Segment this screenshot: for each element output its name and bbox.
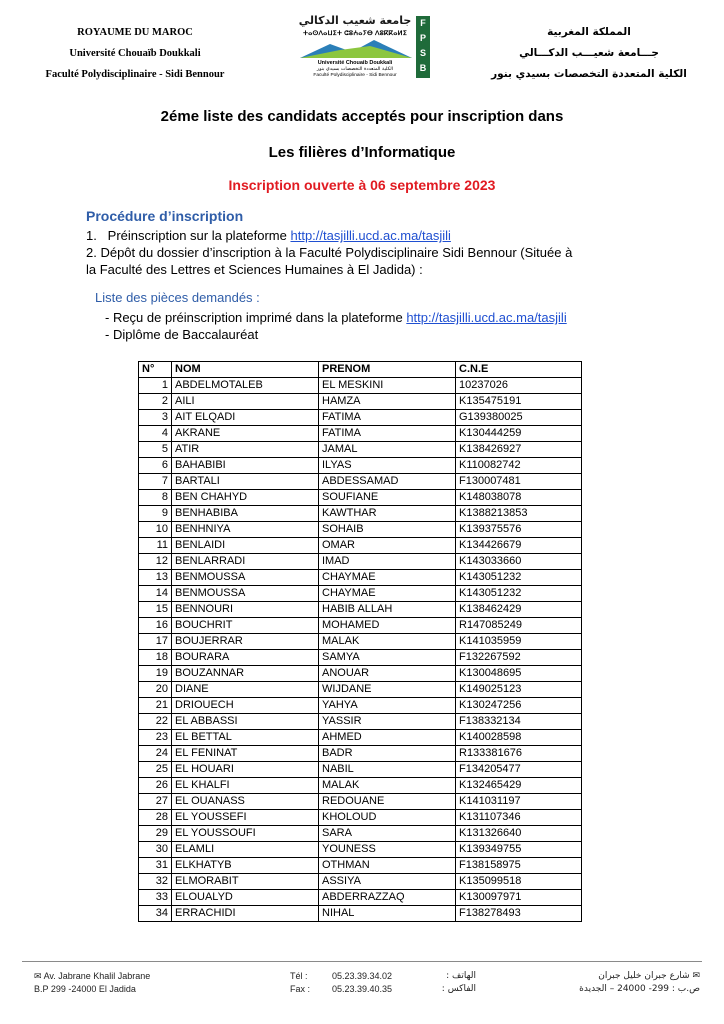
cell-cne: F134205477 xyxy=(456,762,582,778)
cell-number: 15 xyxy=(139,602,172,618)
cell-cne: G139380025 xyxy=(456,410,582,426)
cell-prenom: ABDERRAZZAQ xyxy=(319,890,456,906)
cell-cne: 10237026 xyxy=(456,378,582,394)
cell-number: 24 xyxy=(139,746,172,762)
cell-prenom: JAMAL xyxy=(319,442,456,458)
table-row xyxy=(139,426,582,442)
cell-nom: BENMOUSSA xyxy=(172,570,319,586)
cell-nom: EL YOUSSEFI xyxy=(172,810,319,826)
column-header-number: N° xyxy=(139,362,172,378)
logo-faculty-ar: الكلية المتعددة التخصصات بسيدي بنور xyxy=(316,67,394,72)
logo-university-fr: Université Chouaib Doukkali xyxy=(317,60,393,66)
cell-nom: ELKHATYB xyxy=(172,858,319,874)
cell-number: 1 xyxy=(139,378,172,394)
table-row xyxy=(139,714,582,730)
header-kingdom-ar: المملكة المغربية xyxy=(547,26,631,38)
registration-open-notice: Inscription ouverte à 06 septembre 2023 xyxy=(228,177,496,193)
logo-mountain-icon xyxy=(300,38,412,58)
table-row xyxy=(139,490,582,506)
documents-item-1-text: - Reçu de préinscription imprimé dans la plateforme xyxy=(105,310,407,325)
documents-list-heading: Liste des pièces demandés : xyxy=(95,290,260,305)
cell-nom: BENMOUSSA xyxy=(172,586,319,602)
cell-prenom: KAWTHAR xyxy=(319,506,456,522)
footer-fax-label: Fax : xyxy=(290,984,311,994)
university-logo xyxy=(296,14,436,80)
logo-faculty-fr: Faculté Polydisciplinaire - Sidi Bennour xyxy=(313,73,397,78)
cell-prenom: IMAD xyxy=(319,554,456,570)
cell-nom: EL HOUARI xyxy=(172,762,319,778)
logo-acronym-badge xyxy=(416,16,430,78)
cell-cne: K131326640 xyxy=(456,826,582,842)
cell-cne: K135099518 xyxy=(456,874,582,890)
procedure-step-2 xyxy=(86,244,572,278)
cell-nom: BENNOURI xyxy=(172,602,319,618)
table-row xyxy=(139,762,582,778)
cell-cne: K139375576 xyxy=(456,522,582,538)
cell-number: 2 xyxy=(139,394,172,410)
cell-nom: EL YOUSSOUFI xyxy=(172,826,319,842)
table-row xyxy=(139,650,582,666)
table-row xyxy=(139,810,582,826)
procedure-step-2-line-1: 2. Dépôt du dossier d’inscription à la Faculté Polydisciplinaire Sidi Bennour (Située à xyxy=(86,245,573,260)
footer-address-ar xyxy=(520,970,700,996)
cell-number: 19 xyxy=(139,666,172,682)
cell-prenom: NABIL xyxy=(319,762,456,778)
cell-prenom: OMAR xyxy=(319,538,456,554)
cell-nom: DRIOUECH xyxy=(172,698,319,714)
cell-number: 27 xyxy=(139,794,172,810)
cell-nom: ELOUALYD xyxy=(172,890,319,906)
cell-prenom: ASSIYA xyxy=(319,874,456,890)
procedure-step-1 xyxy=(86,227,451,244)
cell-cne: K149025123 xyxy=(456,682,582,698)
table-row xyxy=(139,682,582,698)
cell-prenom: YOUNESS xyxy=(319,842,456,858)
column-header-nom: NOM xyxy=(172,362,319,378)
cell-number: 17 xyxy=(139,634,172,650)
cell-nom: ELAMLI xyxy=(172,842,319,858)
cell-prenom: HAMZA xyxy=(319,394,456,410)
cell-prenom: FATIMA xyxy=(319,410,456,426)
footer-phone-block xyxy=(290,970,392,996)
cell-number: 10 xyxy=(139,522,172,538)
cell-cne: K110082742 xyxy=(456,458,582,474)
cell-nom: EL KHALFI xyxy=(172,778,319,794)
table-row xyxy=(139,794,582,810)
header-kingdom-fr: ROYAUME DU MAROC xyxy=(77,27,193,38)
header-right xyxy=(474,22,704,85)
cell-cne: K130444259 xyxy=(456,426,582,442)
table-row xyxy=(139,890,582,906)
cell-number: 16 xyxy=(139,618,172,634)
cell-prenom: SAMYA xyxy=(319,650,456,666)
header-faculty-fr: Faculté Polydisciplinaire - Sidi Bennour xyxy=(45,69,225,80)
cell-number: 8 xyxy=(139,490,172,506)
cell-prenom: AHMED xyxy=(319,730,456,746)
table-row xyxy=(139,538,582,554)
table-row xyxy=(139,474,582,490)
cell-cne: K134426679 xyxy=(456,538,582,554)
table-header-row xyxy=(139,362,582,378)
logo-acronym-letter: F xyxy=(420,18,426,28)
cell-number: 3 xyxy=(139,410,172,426)
table-row xyxy=(139,442,582,458)
cell-number: 30 xyxy=(139,842,172,858)
table-row xyxy=(139,874,582,890)
cell-number: 21 xyxy=(139,698,172,714)
procedure-step-1-text: 1. Préinscription sur la plateforme xyxy=(86,228,291,243)
envelope-icon: ✉ xyxy=(34,971,42,981)
cell-number: 34 xyxy=(139,906,172,922)
cell-nom: DIANE xyxy=(172,682,319,698)
table-row xyxy=(139,410,582,426)
tasjili-link[interactable]: http://tasjilli.ucd.ac.ma/tasjili xyxy=(290,228,451,243)
cell-prenom: OTHMAN xyxy=(319,858,456,874)
cell-nom: BENLARRADI xyxy=(172,554,319,570)
logo-acronym-letter: S xyxy=(419,48,426,58)
footer-divider xyxy=(22,961,702,962)
cell-cne: K143051232 xyxy=(456,570,582,586)
cell-cne: K143033660 xyxy=(456,554,582,570)
cell-prenom: ABDESSAMAD xyxy=(319,474,456,490)
table-row xyxy=(139,570,582,586)
cell-nom: AKRANE xyxy=(172,426,319,442)
cell-cne: K130097971 xyxy=(456,890,582,906)
cell-nom: BEN CHAHYD xyxy=(172,490,319,506)
procedure-heading: Procédure d’inscription xyxy=(86,208,244,224)
cell-number: 29 xyxy=(139,826,172,842)
header-left xyxy=(20,22,250,85)
column-header-prenom: PRENOM xyxy=(319,362,456,378)
cell-nom: BOUCHRIT xyxy=(172,618,319,634)
cell-number: 32 xyxy=(139,874,172,890)
cell-prenom: YASSIR xyxy=(319,714,456,730)
document-title: 2éme liste des candidats acceptés pour inscription dans xyxy=(160,108,564,125)
header-university-ar: جـــامعة شعيـــب الدكـــالي xyxy=(519,47,659,59)
logo-acronym-letter: B xyxy=(419,63,427,73)
cell-nom: BENHNIYA xyxy=(172,522,319,538)
cell-cne: K138426927 xyxy=(456,442,582,458)
cell-number: 11 xyxy=(139,538,172,554)
cell-nom: AIT ELQADI xyxy=(172,410,319,426)
header-university-fr: Université Chouaïb Doukkali xyxy=(69,48,201,59)
logo-acronym-letter: P xyxy=(419,33,426,43)
table-row xyxy=(139,458,582,474)
cell-prenom: MALAK xyxy=(319,778,456,794)
footer-fax-value: 05.23.39.40.35 xyxy=(332,984,393,994)
footer-tel-value: 05.23.39.34.02 xyxy=(332,971,393,981)
table-row xyxy=(139,778,582,794)
cell-cne: K1388213853 xyxy=(456,506,582,522)
table-row xyxy=(139,522,582,538)
cell-cne: F132267592 xyxy=(456,650,582,666)
cell-nom: BENLAIDI xyxy=(172,538,319,554)
cell-prenom: BADR xyxy=(319,746,456,762)
cell-prenom: MOHAMED xyxy=(319,618,456,634)
cell-cne: F130007481 xyxy=(456,474,582,490)
cell-cne: F138332134 xyxy=(456,714,582,730)
column-header-cne: C.N.E xyxy=(456,362,582,378)
cell-cne: K143051232 xyxy=(456,586,582,602)
cell-number: 7 xyxy=(139,474,172,490)
cell-number: 18 xyxy=(139,650,172,666)
table-row xyxy=(139,666,582,682)
tasjili-link-2[interactable]: http://tasjilli.ucd.ac.ma/tasjili xyxy=(406,310,567,325)
cell-number: 28 xyxy=(139,810,172,826)
table-row xyxy=(139,698,582,714)
table-row xyxy=(139,602,582,618)
cell-nom: EL BETTAL xyxy=(172,730,319,746)
table-body xyxy=(139,378,582,922)
cell-prenom: SOUFIANE xyxy=(319,490,456,506)
table-row xyxy=(139,730,582,746)
cell-nom: BAHABIBI xyxy=(172,458,319,474)
table-row xyxy=(139,506,582,522)
cell-nom: BARTALI xyxy=(172,474,319,490)
cell-nom: BOUZANNAR xyxy=(172,666,319,682)
table-row xyxy=(139,842,582,858)
cell-number: 31 xyxy=(139,858,172,874)
cell-prenom: ANOUAR xyxy=(319,666,456,682)
cell-nom: BOUJERRAR xyxy=(172,634,319,650)
cell-prenom: HABIB ALLAH xyxy=(319,602,456,618)
document-subtitle: Les filières d’Informatique xyxy=(268,144,456,161)
procedure-step-2-line-2: la Faculté des Lettres et Sciences Humaines à El Jadida) : xyxy=(86,262,423,277)
cell-prenom: ILYAS xyxy=(319,458,456,474)
footer-bp-fr: B.P 299 -24000 El Jadida xyxy=(34,984,136,994)
cell-nom: EL FENINAT xyxy=(172,746,319,762)
cell-number: 13 xyxy=(139,570,172,586)
cell-number: 12 xyxy=(139,554,172,570)
cell-prenom: WIJDANE xyxy=(319,682,456,698)
cell-number: 4 xyxy=(139,426,172,442)
footer-tel-label: Tél : xyxy=(290,971,308,981)
cell-cne: F138158975 xyxy=(456,858,582,874)
cell-nom: ABDELMOTALEB xyxy=(172,378,319,394)
cell-number: 33 xyxy=(139,890,172,906)
table-row xyxy=(139,554,582,570)
cell-prenom: CHAYMAE xyxy=(319,570,456,586)
cell-cne: F138278493 xyxy=(456,906,582,922)
cell-nom: BENHABIBA xyxy=(172,506,319,522)
documents-item-1 xyxy=(105,309,567,326)
table-row xyxy=(139,906,582,922)
footer-labels-ar xyxy=(426,970,476,996)
cell-cne: K148038078 xyxy=(456,490,582,506)
cell-prenom: CHAYMAE xyxy=(319,586,456,602)
cell-cne: K135475191 xyxy=(456,394,582,410)
cell-nom: ELMORABIT xyxy=(172,874,319,890)
cell-cne: K138462429 xyxy=(456,602,582,618)
table-row xyxy=(139,394,582,410)
cell-cne: K130048695 xyxy=(456,666,582,682)
cell-prenom: MALAK xyxy=(319,634,456,650)
table-row xyxy=(139,858,582,874)
cell-cne: R147085249 xyxy=(456,618,582,634)
header-faculty-ar: الكلية المتعددة التخصصات بسيدي بنور xyxy=(491,68,687,80)
cell-number: 5 xyxy=(139,442,172,458)
cell-nom: ERRACHIDI xyxy=(172,906,319,922)
cell-prenom: FATIMA xyxy=(319,426,456,442)
cell-number: 23 xyxy=(139,730,172,746)
cell-cne: K139349755 xyxy=(456,842,582,858)
cell-cne: K132465429 xyxy=(456,778,582,794)
footer-tel-label-ar: الهاتف : xyxy=(446,971,476,981)
table-row xyxy=(139,618,582,634)
cell-prenom: SOHAIB xyxy=(319,522,456,538)
cell-number: 9 xyxy=(139,506,172,522)
cell-number: 20 xyxy=(139,682,172,698)
cell-prenom: YAHYA xyxy=(319,698,456,714)
logo-tifinagh-name: ⵜⴰⵙⴷⴰⵡⵉⵜ ⵛⵓⵄⴰⵢⴱ ⴷⵓⴽⴽⴰⵍⵉ xyxy=(302,30,408,37)
cell-cne: R133381676 xyxy=(456,746,582,762)
cell-cne: K140028598 xyxy=(456,730,582,746)
cell-nom: ATIR xyxy=(172,442,319,458)
cell-prenom: SARA xyxy=(319,826,456,842)
cell-prenom: KHOLOUD xyxy=(319,810,456,826)
table-row xyxy=(139,586,582,602)
cell-prenom: EL MESKINI xyxy=(319,378,456,394)
cell-prenom: NIHAL xyxy=(319,906,456,922)
cell-number: 25 xyxy=(139,762,172,778)
table-row xyxy=(139,826,582,842)
cell-cne: K131107346 xyxy=(456,810,582,826)
cell-number: 22 xyxy=(139,714,172,730)
cell-number: 14 xyxy=(139,586,172,602)
cell-cne: K141035959 xyxy=(456,634,582,650)
table-row xyxy=(139,634,582,650)
cell-cne: K141031197 xyxy=(456,794,582,810)
cell-cne: K130247256 xyxy=(456,698,582,714)
cell-nom: EL ABBASSI xyxy=(172,714,319,730)
table-row xyxy=(139,378,582,394)
cell-nom: BOURARA xyxy=(172,650,319,666)
cell-nom: EL OUANASS xyxy=(172,794,319,810)
documents-item-2: - Diplôme de Baccalauréat xyxy=(105,327,259,342)
envelope-icon: ✉ xyxy=(692,971,700,981)
cell-number: 6 xyxy=(139,458,172,474)
cell-prenom: REDOUANE xyxy=(319,794,456,810)
footer-street-fr: Av. Jabrane Khalil Jabrane xyxy=(43,971,151,981)
footer-bp-ar: ص.ب : 299- 24000 – الجديدة xyxy=(579,984,700,994)
footer-address-fr xyxy=(34,970,150,996)
cell-nom: AILI xyxy=(172,394,319,410)
table-row xyxy=(139,746,582,762)
footer-fax-label-ar: الفاكس : xyxy=(441,984,476,994)
candidates-table xyxy=(138,361,582,922)
logo-arabic-name: جامعة شعيب الدكالي xyxy=(298,14,412,27)
footer-street-ar: شارع جبران خليل جبران xyxy=(598,971,690,981)
cell-number: 26 xyxy=(139,778,172,794)
